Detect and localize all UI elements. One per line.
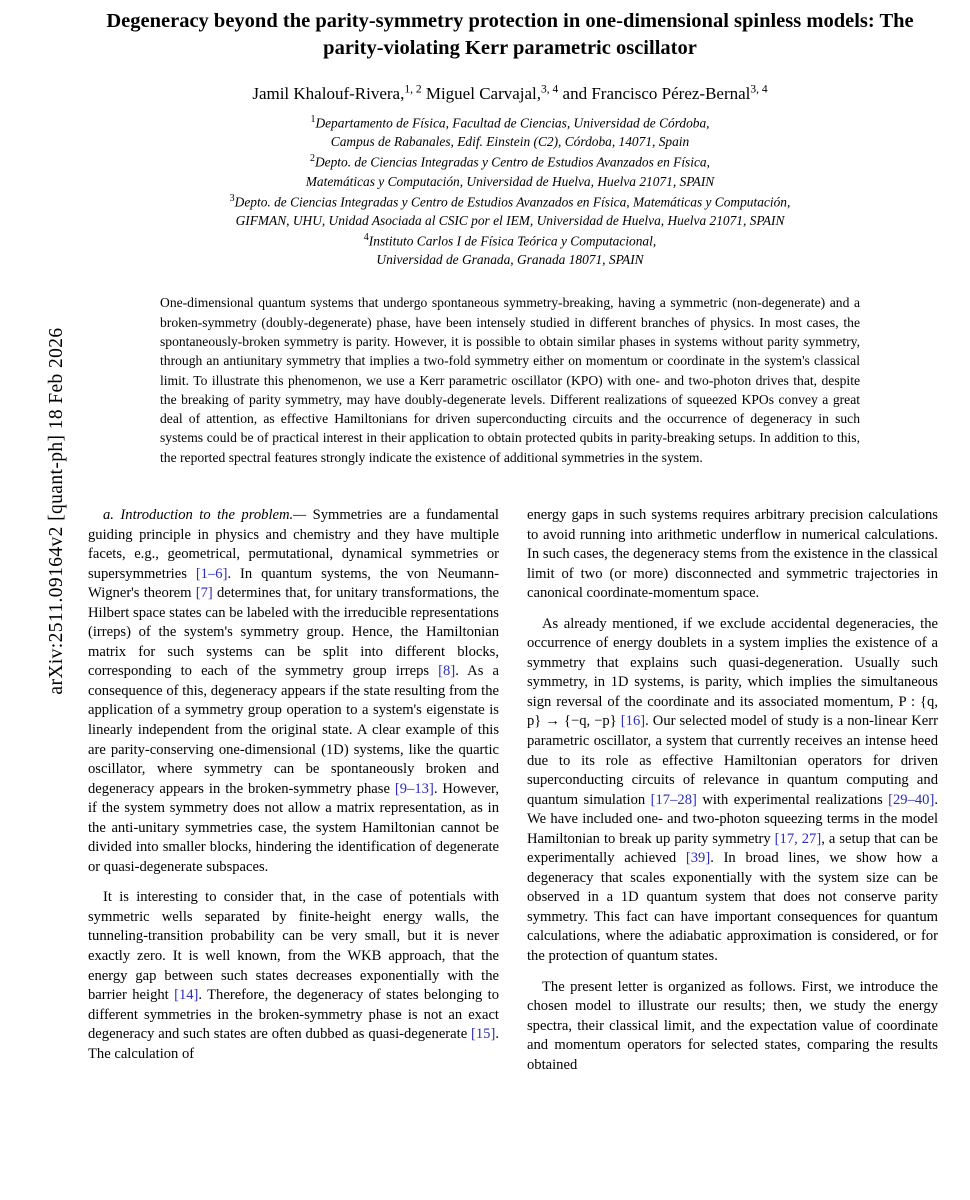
- paragraph-runin-heading: a. Introduction to the problem.—: [103, 507, 307, 523]
- paragraph-text: It is interesting to consider that, in the case of potentials with symmetric wells separated by finite-height energy walls, the tunneling-transition probability can be very small, but it is never exactly zero. It is well known, from the WKB approach, that the energy gap between such states decreases exponentially with the barrier height [14]. Therefore, the degeneracy of states belonging to different symmetries in the broken-symmetry phase is not an exact degeneracy and such states are often dubbed as quasi-degenerate [15]. The calculation of: [88, 889, 499, 1062]
- affiliation-line: Campus de Rabanales, Edif. Einstein (C2), Córdoba, 14071, Spain: [330, 134, 690, 150]
- author-list: [70, 82, 950, 105]
- paragraph-tunneling: [88, 888, 499, 1064]
- affiliation-line: $^3$Depto. de Ciencias Integradas y Centro de Estudios Avanzados en Física, Matemáticas y Computación,: [229, 192, 791, 210]
- affiliation-line: Matemáticas y Computación, Universidad de Huelva, Huelva 21071, SPAIN: [305, 173, 715, 189]
- arxiv-identifier-stamp: arXiv:2511.09164v2 [quant-ph] 18 Feb 2026: [46, 327, 67, 695]
- paragraph-doublets: [527, 615, 938, 967]
- body-columns: [88, 506, 938, 1086]
- paragraph-text: The present letter is organized as follows. First, we introduce the chosen model to illustrate our results; then, we study the energy spectra, their classical limit, and the expectation value of coordinate and momentum operators for selected states, comparing the results obtained: [527, 978, 938, 1073]
- affiliation-line: $^2$Depto. de Ciencias Integradas y Centro de Estudios Avanzados en Física,: [310, 153, 710, 170]
- affiliation-line: Universidad de Granada, Granada 18071, SPAIN: [376, 252, 644, 268]
- affiliation-line: $^4$Instituto Carlos I de Física Teórica y Computacional,: [363, 231, 657, 249]
- paragraph-text: As already mentioned, if we exclude accidental degeneracies, the occurrence of energy doublets in a system implies the existence of a symmetry that explains such quasi-degeneration. Usually such symmetry, in 1D systems, is parity, which implies the simultaneous sign reversal of the coordinate and its associated momentum, P : {q, p} → {−q, −p} [16]. Our selected model of study is a non-linear Kerr parametric oscillator, a system that currently receives an intense heed due to its role as effective Hamiltonian operators for driven superconducting circuits of relevance in quantum computing and quantum simulation [17–28] with experimental realizations [29–40]. We have included one- and two-photon squeezing terms in the model Hamiltonian to break up parity symmetry [17, 27], a setup that can be experimentally achieved [39]. In broad lines, we show how a degeneracy that scales exponentially with the system size can be observed in a 1D quantum system that does not conserve parity symmetry. This fact can have important consequences for quantum calculations, where the adiabatic approximation is considered, or for the protection of quantum states.: [527, 615, 938, 965]
- author-list-text: Jamil Khalouf-Rivera,$^{1, 2}$ Miguel Carvajal,$^{3, 4}$ and Francisco Pérez-Bernal$^{3, 4}$: [252, 83, 768, 103]
- paragraph-organization: [527, 978, 938, 1076]
- right-column: [527, 506, 938, 1086]
- abstract-text: One-dimensional quantum systems that undergo spontaneous symmetry-breaking, having a symmetric (non-degenerate) and a broken-symmetry (doubly-degenerate) phase, have been intensely studied in different branches of physics. In most cases, the spontaneously-broken symmetry is parity. However, it is possible to obtain similar phases in systems without parity symmetry, through an antiunitary symmetry that implies a two-fold symmetry either on momentum or coordinate in the system's classical limit. To illustrate this phenomenon, we use a Kerr parametric oscillator (KPO) with one- and two-photon drives that, despite the breaking of parity symmetry, may have doubly-degenerate levels. Different realizations of squeezed KPOs convey a great deal of attention, as effective Hamiltonians for driven superconducting circuits and the occurrence of degeneracy in such systems could be of practical interest in their application to obtain protected qubits in parity-breaking setups. In addition to this, the reported spectral features strongly indicate the existence of additional symmetries in the system.: [160, 295, 860, 465]
- paragraph-text: energy gaps in such systems requires arbitrary precision calculations to avoid running into arithmetic underflow in numerical calculations. In such cases, the degeneracy stems from the existence in the classical limit of two (or more) disconnected and symmetric trajectories in canonical coordinate-momentum space.: [527, 507, 938, 602]
- paragraph-text: Symmetries are a fundamental guiding principle in physics and chemistry and they have multiple facets, e.g., geometrical, permutational, dynamical symmetries or supersymmetries [1–6]. In quantum systems, the von Neumann-Wigner's theorem [7] determines that, for unitary transformations, the Hilbert space states can be labeled with the irreducible representations (irreps) of the system's symmetry group. Hence, the Hamiltonian matrix for such systems can be split into different blocks, corresponding to each of the symmetry group irreps [8]. As a consequence of this, degeneracy appears if the state resulting from the application of a symmetry group operation to a system's eigenstate is linearly independent from the original state. A clear example of this are parity-conserving one-dimensional (1D) systems, like the quartic oscillator, where symmetry can be spontaneously broken and degeneracy appears in the broken-symmetry phase [9–13]. However, if the system symmetry does not allow a matrix representation, as in the anti-unitary symmetries case, the system Hamiltonian cannot be divided into smaller blocks, hindering the identification of degenerate or quasi-degenerate subspaces.: [88, 507, 499, 875]
- paper-page: [70, 0, 950, 1200]
- affiliation-line: GIFMAN, UHU, Unidad Asociada al CSIC por el IEM, Universidad de Huelva, Huelva 21071, SPAIN: [235, 213, 785, 229]
- paragraph-energy-gaps: [527, 506, 938, 604]
- paragraph-introduction: [88, 506, 499, 877]
- page-title: Degeneracy beyond the parity-symmetry protection in one-dimensional spinless models: The parity-violating Kerr parametric oscillator: [106, 10, 914, 60]
- affiliation-line: $^1$Departamento de Física, Facultad de Ciencias, Universidad de Córdoba,: [310, 113, 710, 131]
- affiliation-block: [70, 113, 950, 270]
- left-column: [88, 506, 499, 1086]
